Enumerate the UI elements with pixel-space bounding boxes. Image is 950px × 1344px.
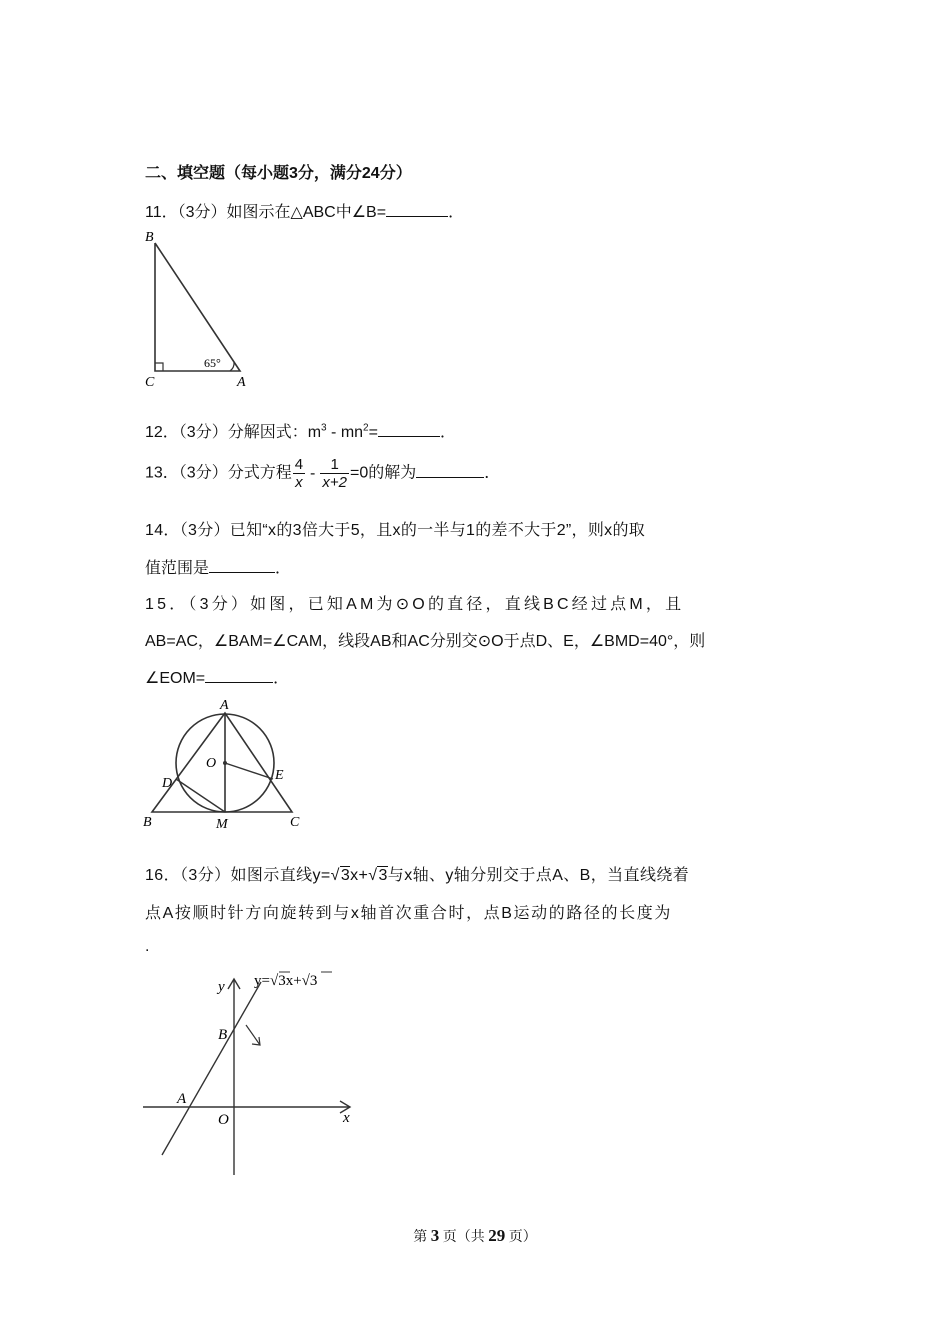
triangle-abc bbox=[155, 243, 240, 371]
page-number: 3 bbox=[430, 1226, 440, 1245]
center-point bbox=[223, 761, 227, 765]
figure-triangle-abc bbox=[140, 225, 260, 395]
rotation-arrow bbox=[246, 1025, 260, 1045]
label-b: B bbox=[143, 815, 152, 830]
answer-blank-11 bbox=[386, 202, 448, 217]
question-11-text: 11．（3分）如图示在△ABC中∠B= bbox=[145, 204, 387, 221]
label-a: A bbox=[237, 375, 246, 390]
fraction-4-over-x: $\frac{4}{x}$ bbox=[294, 456, 304, 491]
line-equation-label: y=√3x+√3 bbox=[254, 973, 318, 989]
fraction-1-over-x-plus-2: $\frac{1}{x+2}$ bbox=[322, 456, 347, 491]
question-11: 11．（3分）如图示在△ABC中∠B= ． bbox=[145, 204, 465, 221]
page-total: 29 bbox=[488, 1226, 506, 1245]
question-15-line-1: 15．（3分）如图，已知AM为⊙O的直径，直线BC经过点M，且 bbox=[145, 596, 685, 613]
label-e: E bbox=[275, 768, 284, 783]
question-16-line-2: 点A按顺时针方向旋转到与x轴首次重合时，点B运动的路径的长度为 bbox=[145, 905, 672, 922]
answer-blank-12 bbox=[378, 422, 440, 437]
label-a: A bbox=[220, 698, 229, 713]
label-x: x bbox=[343, 1110, 350, 1126]
right-angle-mark bbox=[155, 363, 163, 371]
figure-circle-triangle bbox=[140, 695, 310, 835]
answer-blank-15 bbox=[205, 668, 273, 683]
question-16-line-3: . bbox=[145, 938, 150, 955]
label-m: M bbox=[216, 817, 228, 832]
question-16-line-1: 16．（3分）如图示直线y=√3x+√3与x轴、y轴分别交于点A、B，当直线绕着 bbox=[145, 867, 690, 884]
label-c: C bbox=[145, 375, 155, 390]
question-14-line-1: 14．（3分）已知“x的3倍大于5，且x的一半与1的差不大于2”，则x的取 bbox=[145, 522, 646, 539]
line-y-sqrt3x bbox=[162, 982, 261, 1155]
section-title: 二、填空题（每小题3分，满分24分） bbox=[145, 165, 412, 182]
label-o: O bbox=[218, 1112, 229, 1128]
angle-arc-a bbox=[230, 362, 234, 371]
question-15-line-3: ∠EOM= ． bbox=[145, 670, 290, 687]
answer-blank-13 bbox=[416, 463, 484, 478]
label-a: A bbox=[177, 1091, 187, 1107]
question-12: 12．（3分）分解因式：$m^3 - mn^2=$ ． bbox=[145, 422, 456, 441]
label-y: y bbox=[218, 979, 225, 995]
question-13: 13．（3分）分式方程 $\frac{4}{x}$ - $\frac{1}{x+2}$ =0的解为 ． bbox=[145, 456, 501, 491]
segment-oe bbox=[225, 763, 273, 779]
label-b: B bbox=[145, 230, 154, 245]
label-b: B bbox=[218, 1027, 228, 1043]
question-14-line-2: 值范围是 ． bbox=[145, 560, 292, 577]
label-d: D bbox=[162, 776, 173, 791]
page-footer: 第 3 页（共 29 页） bbox=[413, 1226, 537, 1245]
triangle-abc bbox=[152, 713, 292, 812]
angle-label-65: 65° bbox=[204, 356, 221, 370]
figure-coordinate-line bbox=[140, 965, 365, 1180]
question-15-line-2: AB=AC，∠BAM=∠CAM，线段AB和AC分别交⊙O于点D、E，∠BMD=40°，则 bbox=[145, 633, 706, 650]
label-o: O bbox=[206, 756, 217, 771]
label-c: C bbox=[290, 815, 300, 830]
segment-dm bbox=[176, 779, 225, 812]
answer-blank-14 bbox=[209, 558, 275, 573]
